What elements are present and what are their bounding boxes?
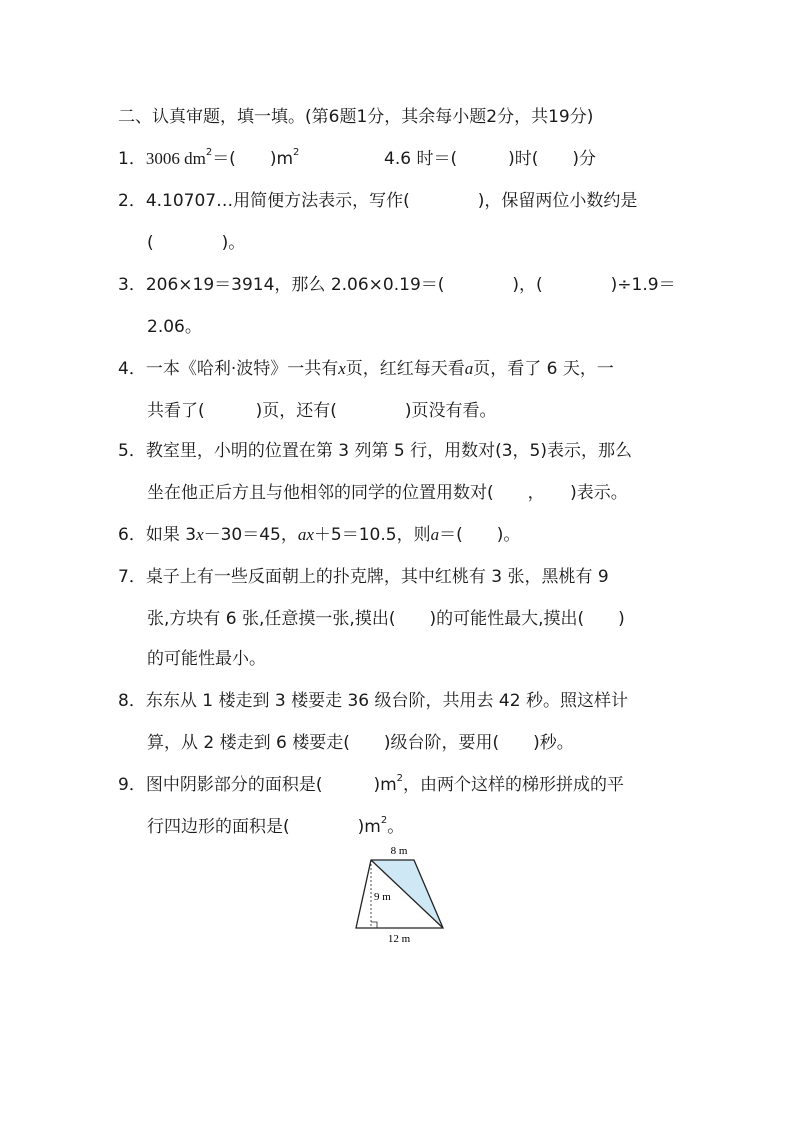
q9-line1-pre: 图中阴影部分的面积是( )m — [145, 775, 397, 795]
q6-var-x2: x — [306, 525, 314, 544]
q3-line2: 2.06。 — [147, 317, 202, 337]
q6-var-a2: a — [430, 525, 440, 544]
q7-line1: 桌子上有一些反面朝上的扑克牌，其中红桃有 3 张，黑桃有 9 — [145, 567, 609, 587]
q3-number: 3． — [118, 275, 146, 295]
q6-t2: －30＝45， — [203, 525, 298, 545]
question-8 — [118, 690, 628, 712]
q7-line2: 张,方块有 6 张,任意摸一张,摸出( )的可能性最大,摸出( ) — [147, 609, 625, 629]
q1-part1-pre: 3006 dm — [145, 149, 206, 168]
q5-line1: 教室里，小明的位置在第 3 列第 5 行，用数对(3，5)表示，那么 — [145, 441, 632, 461]
question-1 — [118, 148, 299, 170]
q5-number: 5． — [118, 441, 146, 461]
q9-line2-pre: 行四边形的面积是( )m — [147, 817, 381, 837]
q2-number: 2． — [118, 191, 146, 211]
q8-line1: 东东从 1 楼走到 3 楼要走 36 级台阶，共用去 42 秒。照这样计 — [145, 691, 628, 711]
question-4 — [118, 358, 614, 380]
q6-t1: 如果 3 — [145, 525, 197, 545]
q4-var-a: a — [464, 359, 474, 378]
q4-var-x: x — [338, 359, 346, 378]
q1-part2: 4.6 时＝( )时( )分 — [384, 149, 596, 169]
q1-part1-post: ＝( )m — [212, 149, 294, 169]
q9-line1-post: ，由两个这样的梯形拼成的平 — [403, 775, 625, 795]
q9-line2 — [147, 816, 404, 838]
q9-line2-post: 。 — [387, 817, 405, 837]
q9-sup: 2 — [396, 773, 404, 785]
q6-var-a: a — [297, 525, 307, 544]
q9-sup2: 2 — [380, 815, 388, 827]
q6-t3: ＋5＝10.5，则 — [313, 525, 431, 545]
question-3 — [118, 274, 676, 296]
q8-number: 8． — [118, 691, 146, 711]
height-label: 9 m — [374, 891, 391, 903]
q4-line1-c: 页，看了 6 天，一 — [473, 359, 614, 379]
q7-number: 7． — [118, 567, 146, 587]
question-9 — [118, 774, 624, 796]
right-angle-mark — [371, 922, 377, 928]
q6-t4: ＝( )。 — [439, 525, 521, 545]
q3-line1: 206×19＝3914，那么 2.06×0.19＝( )，( )÷1.9＝ — [145, 275, 676, 295]
top-length-label: 8 m — [390, 845, 408, 857]
q2-line2: ( )。 — [147, 233, 246, 253]
q1-sup: 2 — [205, 147, 213, 159]
q7-line3: 的可能性最小。 — [147, 649, 266, 669]
question-5 — [118, 440, 632, 462]
q9-number: 9． — [118, 775, 146, 795]
q1-sup2: 2 — [293, 147, 300, 159]
q6-number: 6． — [118, 525, 146, 545]
q4-line1-a: 一本《哈利·波特》一共有 — [145, 359, 339, 379]
question-6 — [118, 524, 520, 546]
bottom-length-label: 12 m — [387, 933, 411, 945]
trapezoid-figure — [350, 842, 450, 950]
q2-line1: 4.10707…用简便方法表示，写作( )，保留两位小数约是 — [145, 191, 638, 211]
q8-line2: 算，从 2 楼走到 6 楼要走( )级台阶，要用( )秒。 — [147, 733, 574, 753]
question-7 — [118, 566, 609, 588]
q5-line2: 坐在他正后方且与他相邻的同学的位置用数对( ， )表示。 — [147, 483, 628, 503]
question-2 — [118, 190, 637, 212]
q4-number: 4． — [118, 359, 146, 379]
q4-line1-b: 页，红红每天看 — [345, 359, 465, 379]
q6-var-x: x — [196, 525, 204, 544]
section-header: 二、认真审题，填一填。(第6题1分，其余每小题2分，共19分) — [118, 107, 594, 127]
q1-number: 1． — [118, 149, 146, 169]
q4-line2: 共看了( )页，还有( )页没有看。 — [147, 401, 497, 421]
